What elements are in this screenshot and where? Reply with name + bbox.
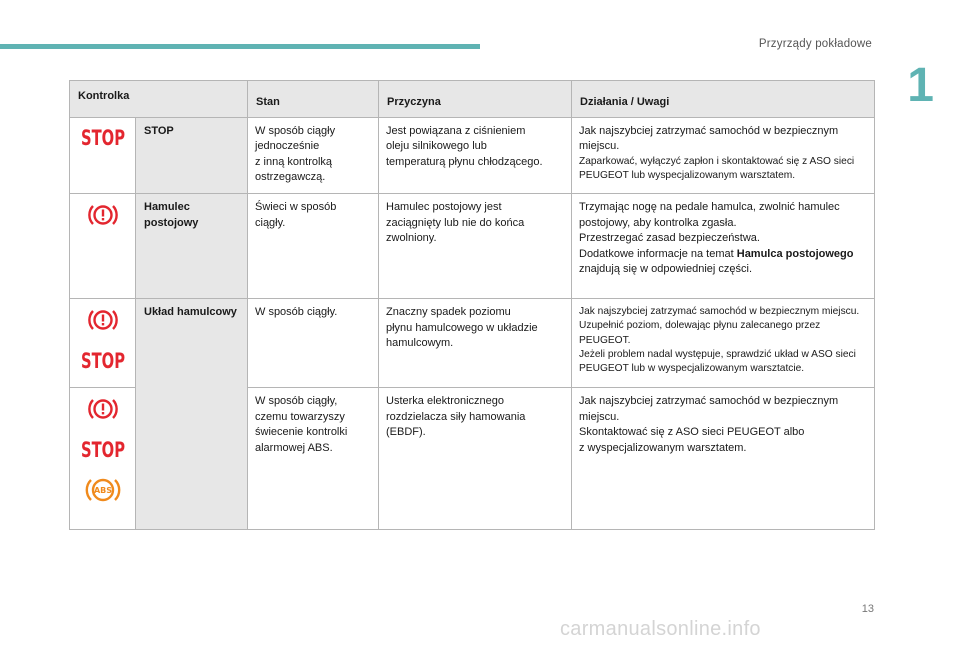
state-cell	[248, 388, 379, 530]
icon-cell	[70, 299, 136, 388]
state-cell	[248, 299, 379, 388]
brake-warning-icon	[86, 307, 120, 339]
text-line: Znaczny spadek poziomu	[386, 306, 511, 319]
text-fragment: Dodatkowe informacje na temat	[579, 247, 734, 260]
text-line: Jak najszybciej zatrzymać samochód w bezpiecznym miejscu.	[579, 395, 839, 423]
text-line: jednocześnie	[255, 140, 320, 153]
watermark: carmanualsonline.info	[560, 618, 761, 640]
text-line: alarmowej ABS.	[255, 442, 333, 455]
header-stan: Stan	[248, 81, 379, 118]
cause-cell	[379, 117, 572, 193]
svg-text:STOP: STOP	[80, 348, 125, 373]
state-cell	[248, 117, 379, 193]
text-line: (EBDF).	[386, 426, 426, 439]
table-header-row	[70, 81, 875, 118]
text-line	[579, 247, 867, 278]
warning-lights-table	[69, 80, 875, 530]
text-line: W sposób ciągły.	[255, 306, 338, 319]
text-line: W sposób ciągły,	[255, 395, 338, 408]
section-title: Przyrządy pokładowe	[758, 38, 872, 50]
text-line: zaciągnięty lub nie do końca	[386, 216, 525, 229]
text-line: ostrzegawczą.	[255, 171, 326, 184]
text-line: Usterka elektronicznego	[386, 395, 505, 408]
text-line: świecenie kontrolki	[255, 426, 348, 439]
text-line: Skontaktować się z ASO sieci PEUGEOT albo	[579, 426, 805, 439]
bold-reference: Hamulca postojowego	[736, 247, 854, 260]
warning-name: Układ hamulcowy	[136, 299, 248, 530]
text-line: rozdzielacza siły hamowania	[386, 410, 526, 423]
top-accent-bar	[0, 44, 480, 49]
cause-cell	[379, 193, 572, 298]
icon-cell	[70, 388, 136, 530]
chapter-number: 1	[907, 59, 934, 112]
header-przyczyna: Przyczyna	[379, 81, 572, 118]
text-line: Przestrzegać zasad bezpieczeństwa.	[579, 232, 760, 245]
svg-text:STOP: STOP	[80, 125, 125, 150]
action-cell	[572, 388, 875, 530]
header-dzialania: Działania / Uwagi	[572, 81, 875, 118]
text-line: W sposób ciągły	[255, 124, 336, 137]
text-line: hamulcowym.	[386, 337, 454, 350]
text-line: Trzymając nogę na pedale hamulca, zwolnić hamulec postojowy, aby kontrolka zgasła.	[579, 200, 840, 229]
text-line: Zaparkować, wyłączyć zapłon i skontaktować się z ASO sieci PEUGEOT lub wyspecjalizowanym warsztatem.	[579, 155, 855, 182]
text-line: Jak najszybciej zatrzymać samochód w bezpiecznym miejscu.	[579, 124, 839, 153]
icon-cell	[70, 117, 136, 193]
header-kontrolka: Kontrolka	[70, 81, 248, 118]
text-line: ciągły.	[255, 216, 286, 229]
table-row	[70, 299, 875, 388]
cause-cell	[379, 299, 572, 388]
text-line: zwolniony.	[386, 232, 437, 245]
icon-cell	[70, 193, 136, 298]
text-line: oleju silnikowego lub	[386, 140, 487, 153]
svg-text:STOP: STOP	[80, 437, 125, 462]
brake-warning-icon	[86, 396, 120, 428]
text-line: czemu towarzyszy	[255, 410, 345, 423]
warning-name: STOP	[136, 117, 248, 193]
abs-icon	[85, 475, 121, 511]
text-line: Jeżeli problem nadal występuje, sprawdzić układ w ASO sieci PEUGEOT lub w wyspecjalizowanym warsztatcie.	[579, 349, 856, 375]
action-cell	[572, 193, 875, 298]
action-cell	[572, 117, 875, 193]
text-line: z inną kontrolką	[255, 155, 333, 168]
text-fragment: znajdują się w odpowiedniej części.	[579, 263, 753, 276]
text-line: płynu hamulcowego w układzie	[386, 321, 538, 334]
text-line: Hamulec postojowy jest	[386, 200, 502, 213]
text-line: Jest powiązana z ciśnieniem	[386, 124, 526, 137]
parking-brake-warning-icon	[86, 202, 120, 234]
text-line: z wyspecjalizowanym warsztatem.	[579, 442, 747, 455]
svg-text:ABS: ABS	[93, 486, 112, 496]
text-line: Świeci w sposób	[255, 200, 337, 213]
text-line: Uzupełnić poziom, dolewając płynu zalecanego przez PEUGEOT.	[579, 320, 821, 346]
stop-icon	[80, 126, 126, 148]
page-number: 13	[861, 603, 874, 615]
stop-icon	[80, 349, 126, 371]
action-cell	[572, 299, 875, 388]
table-row	[70, 193, 875, 298]
warning-name: Hamulec postojowy	[136, 193, 248, 298]
stop-icon	[80, 438, 126, 460]
text-line: Jak najszybciej zatrzymać samochód w bezpiecznym miejscu.	[579, 306, 860, 318]
table-row	[70, 117, 875, 193]
text-line: temperaturą płynu chłodzącego.	[386, 155, 543, 168]
state-cell	[248, 193, 379, 298]
cause-cell	[379, 388, 572, 530]
